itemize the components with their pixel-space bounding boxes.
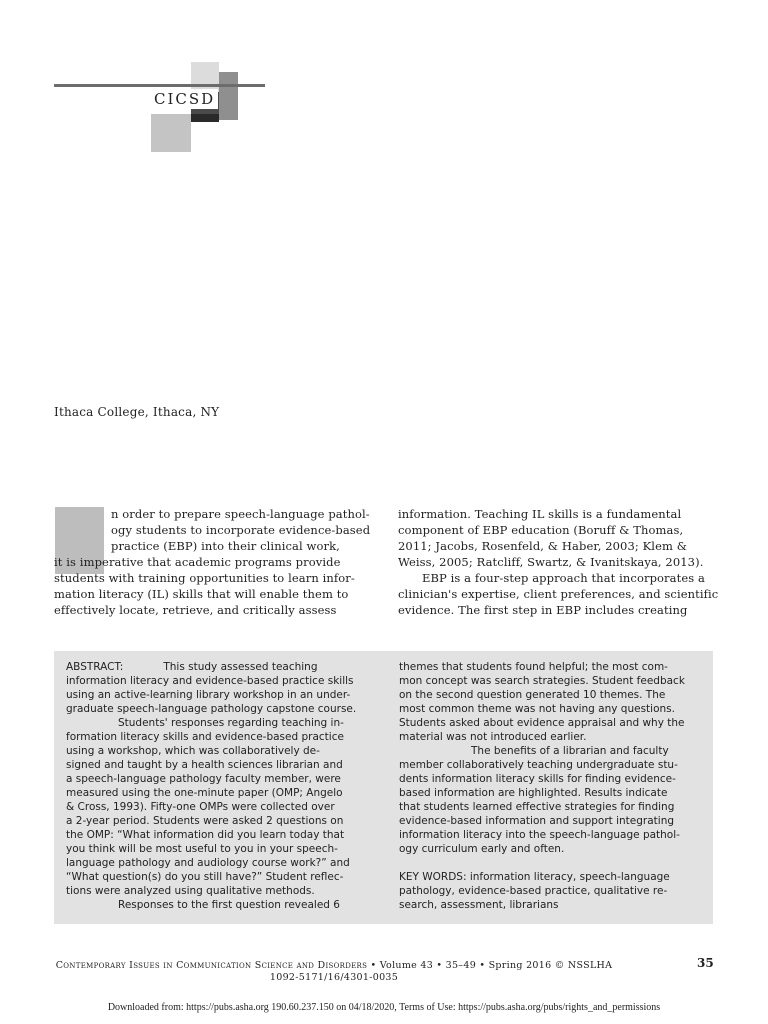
logo-square — [219, 72, 238, 120]
abstract-line: ABSTRACT: This study assessed teaching — [66, 661, 318, 673]
body-line: information. Teaching IL skills is a fundamental — [398, 507, 682, 521]
journal-name: Contemporary Issues in Communication Science and Disorders — [55, 960, 368, 971]
abstract-line: The benefits of a librarian and faculty — [471, 745, 669, 757]
abstract-spacer — [399, 856, 709, 870]
abstract-line: ogy curriculum early and often. — [399, 843, 565, 855]
body-line: clinician's expertise, client preferences, and scientific — [398, 587, 719, 601]
abstract-line: information literacy and evidence-based practice skills — [66, 675, 354, 687]
abstract-line: on the second question generated 10 themes. The — [399, 689, 666, 701]
issn: 1092-5171/16/4301-0035 — [269, 972, 399, 983]
abstract-line: graduate speech-language pathology capstone course. — [66, 703, 357, 715]
issue-details: • Volume 43 • 35–49 • Spring 2016 © NSSLHA — [367, 960, 613, 971]
abstract-line: measured using the one-minute paper (OMP; Angelo — [66, 787, 343, 799]
body-line: 2011; Jacobs, Rosenfeld, & Haber, 2003; Klem & — [398, 539, 688, 553]
journal-logo — [54, 62, 269, 154]
abstract-line: evidence-based information and support integrating — [399, 815, 675, 827]
abstract-line: formation literacy skills and evidence-based practice — [66, 731, 344, 743]
logo-text: CICSD — [152, 89, 218, 109]
abstract-line: “What question(s) do you still have?” Student reflec- — [66, 871, 344, 883]
body-line: ogy students to incorporate evidence-based — [111, 523, 371, 537]
body-line: students with training opportunities to learn infor- — [54, 571, 355, 585]
author-affiliation: Ithaca College, Ithaca, NY — [54, 405, 220, 419]
abstract-line: themes that students found helpful; the most com- — [399, 661, 668, 673]
logo-square — [191, 62, 219, 92]
abstract-line: dents information literacy skills for finding evidence- — [399, 773, 676, 785]
abstract-column-left — [66, 660, 371, 912]
abstract-line: a 2-year period. Students were asked 2 questions on — [66, 815, 344, 827]
logo-rule — [54, 84, 265, 87]
abstract-line: Responses to the first question revealed 6 — [118, 899, 340, 911]
body-line: practice (EBP) into their clinical work, — [111, 539, 340, 553]
journal-footer — [54, 960, 614, 983]
abstract-line: signed and taught by a health sciences librarian and — [66, 759, 343, 771]
body-line: EBP is a four-step approach that incorporates a — [422, 571, 705, 585]
body-column-left — [54, 507, 371, 618]
abstract-line: language pathology and audiology course work?” and — [66, 857, 350, 869]
body-line: n order to prepare speech-language pathol- — [111, 507, 370, 521]
page-number: 35 — [697, 956, 714, 970]
body-line: it is imperative that academic programs provide — [54, 555, 341, 569]
logo-square — [151, 114, 191, 152]
logo-square — [191, 114, 219, 122]
keywords-line: KEY WORDS: information literacy, speech-language — [399, 871, 670, 883]
abstract-line: most common theme was not having any questions. — [399, 703, 675, 715]
keywords-line: pathology, evidence-based practice, qualitative re- — [399, 885, 668, 897]
abstract-line: Students asked about evidence appraisal and why the — [399, 717, 685, 729]
abstract-line: tions were analyzed using qualitative methods. — [66, 885, 315, 897]
abstract-line: material was not introduced earlier. — [399, 731, 587, 743]
body-line: Weiss, 2005; Ratcliff, Swartz, & Ivanitskaya, 2013). — [398, 555, 704, 569]
abstract-line: using an active-learning library workshop in an under- — [66, 689, 351, 701]
abstract-line: a speech-language pathology faculty member, were — [66, 773, 341, 785]
keywords-line: search, assessment, librarians — [399, 899, 559, 911]
abstract-line: member collaboratively teaching undergraduate stu- — [399, 759, 678, 771]
body-line: evidence. The first step in EBP includes creating — [398, 603, 688, 617]
abstract-line: Students' responses regarding teaching in- — [118, 717, 344, 729]
abstract-line: mon concept was search strategies. Student feedback — [399, 675, 685, 687]
abstract-column-right — [399, 660, 709, 912]
body-line: effectively locate, retrieve, and critically assess — [54, 603, 337, 617]
abstract-line: that students learned effective strategies for finding — [399, 801, 675, 813]
body-line: component of EBP education (Boruff & Thomas, — [398, 523, 684, 537]
abstract-line: you think will be most useful to you in your speech- — [66, 843, 338, 855]
abstract-box — [54, 651, 713, 924]
abstract-line: the OMP: “What information did you learn today that — [66, 829, 345, 841]
abstract-line: based information are highlighted. Results indicate — [399, 787, 668, 799]
body-line: mation literacy (IL) skills that will enable them to — [54, 587, 349, 601]
download-notice: Downloaded from: https://pubs.asha.org 190.60.237.150 on 04/18/2020, Terms of Use: https://pubs.asha.org/pubs/rights_and_permissions — [107, 1002, 661, 1013]
abstract-line: information literacy into the speech-language pathol- — [399, 829, 680, 841]
abstract-line: using a workshop, which was collaboratively de- — [66, 745, 320, 757]
body-column-right — [398, 507, 719, 618]
abstract-line: & Cross, 1993). Fifty-one OMPs were collected over — [66, 801, 335, 813]
